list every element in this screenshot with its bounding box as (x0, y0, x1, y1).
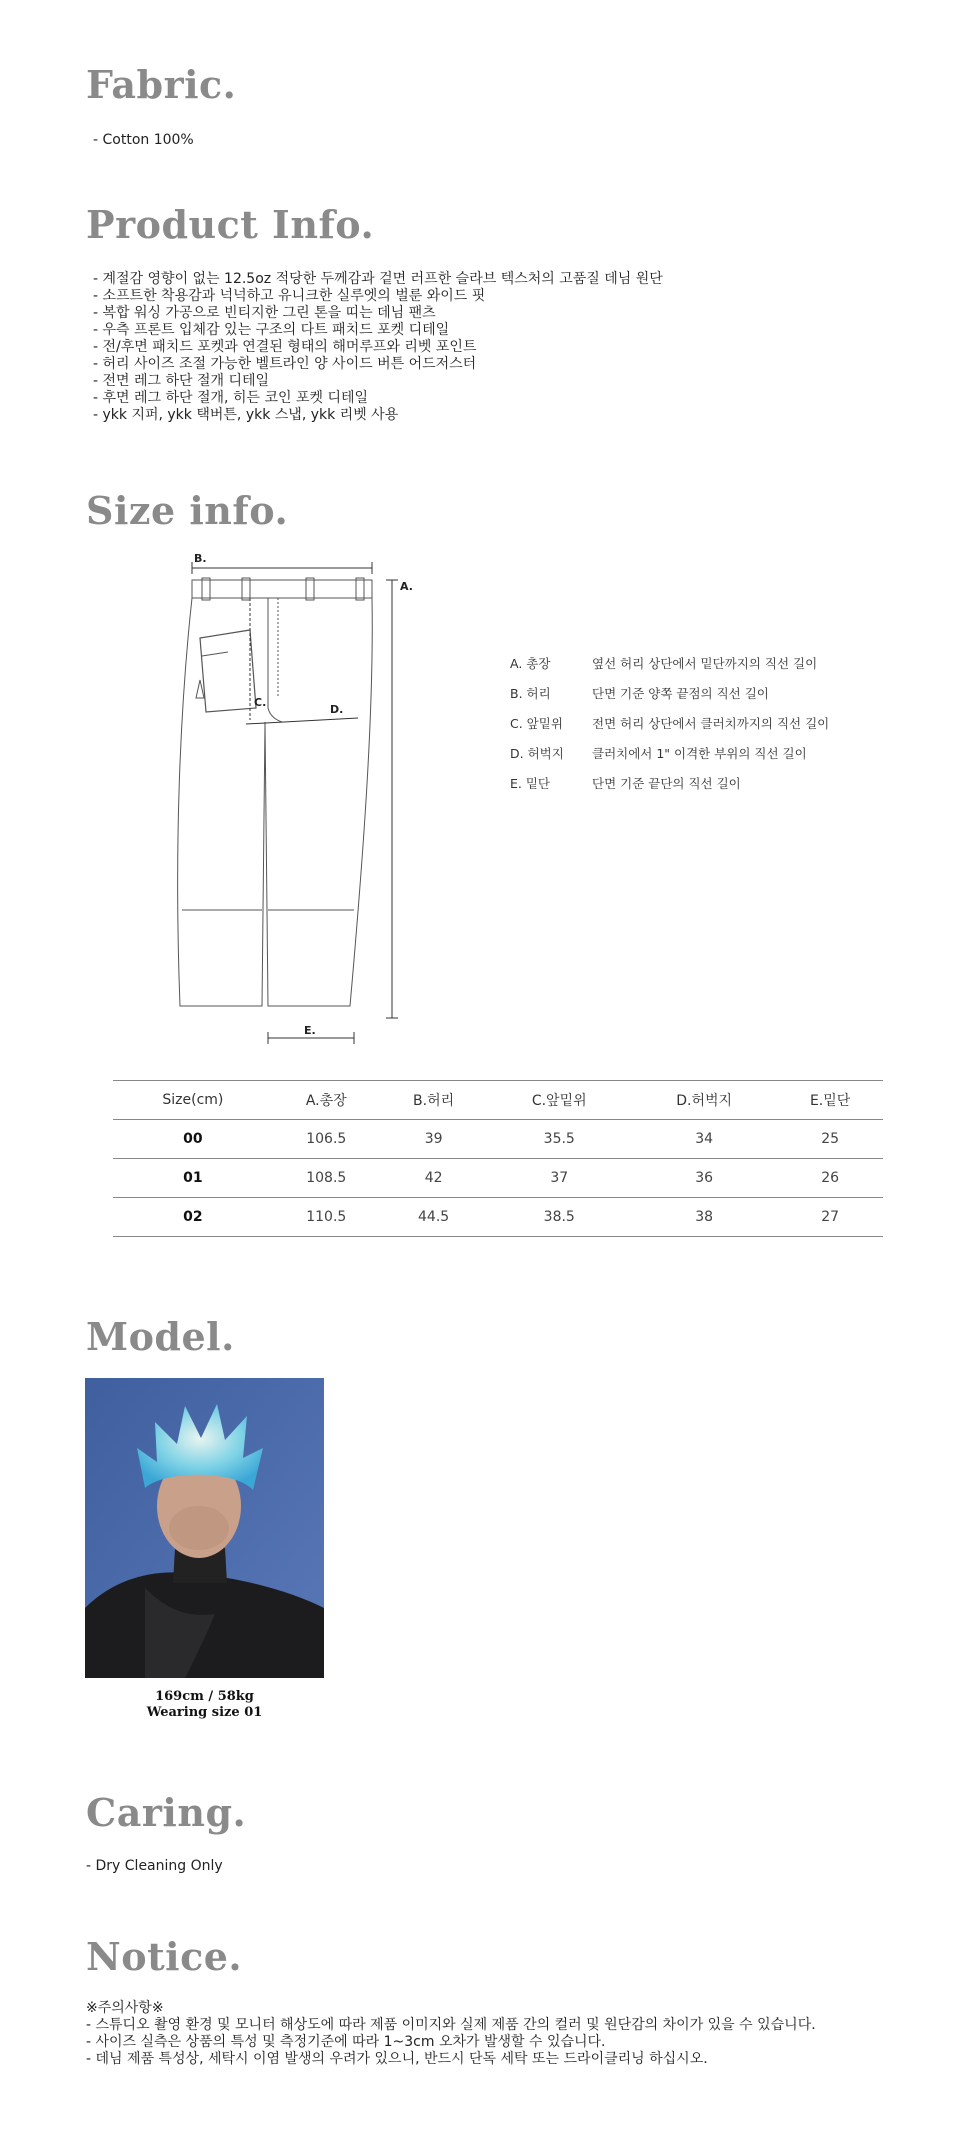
table-cell: 44.5 (380, 1198, 488, 1237)
model-caption (85, 1689, 324, 1721)
table-cell: 37 (487, 1159, 631, 1198)
model-measurements: 169cm / 58kg (155, 1689, 254, 1704)
model-portrait-illustration (85, 1378, 324, 1678)
model-wearing-size: Wearing size 01 (146, 1705, 263, 1720)
diagram-label-d: D. (330, 703, 344, 716)
diagram-label-a: A. (400, 580, 413, 593)
measure-line-d (246, 718, 358, 724)
size-table (113, 1080, 883, 1237)
waistband-outline (192, 580, 372, 598)
table-header: D.허벅지 (631, 1081, 777, 1120)
diagram-label-e: E. (304, 1024, 316, 1037)
table-cell: 42 (380, 1159, 488, 1198)
size-legend (510, 648, 829, 798)
notice-line: - 데님 제품 특성상, 세탁시 이염 발생의 우려가 있으니, 반드시 단독 세탁 또는 드라이클리닝 하십시오. (86, 2051, 708, 2067)
table-header: E.밑단 (777, 1081, 883, 1120)
table-cell: 26 (777, 1159, 883, 1198)
table-cell: 36 (631, 1159, 777, 1198)
diagram-label-b: B. (194, 552, 207, 565)
legend-row (510, 738, 829, 768)
belt-loop (356, 578, 364, 600)
notice-line: - 사이즈 실측은 상품의 특성 및 측정기준에 따라 1~3cm 오차가 발생할 수 있습니다. (86, 2034, 606, 2050)
fabric-title: Fabric. (86, 62, 237, 107)
notice-list (86, 2000, 816, 2068)
notice-title: Notice. (86, 1934, 243, 1979)
product-info-line: - 전면 레그 하단 절개 디테일 (93, 373, 270, 389)
legend-row (510, 678, 829, 708)
pocket-dart (202, 652, 228, 656)
fly-seam (268, 598, 282, 722)
product-info-line: - 소프트한 착용감과 넉넉하고 유니크한 실루엣의 벌룬 와이드 핏 (93, 288, 486, 304)
legend-desc: 옆선 허리 상단에서 밑단까지의 직선 길이 (592, 656, 818, 671)
hammer-loop (196, 680, 204, 698)
table-cell: 38.5 (487, 1198, 631, 1237)
legend-key: A. 총장 (510, 656, 551, 671)
legend-row (510, 648, 829, 678)
pants-outline (178, 598, 373, 1006)
table-cell: 106.5 (273, 1120, 380, 1159)
belt-loop (242, 578, 250, 600)
table-header: B.허리 (380, 1081, 488, 1120)
legend-desc: 단면 기준 끝단의 직선 길이 (592, 776, 741, 791)
product-info-line: - 전/후면 패치드 포켓과 연결된 형태의 해머루프와 리벳 포인트 (93, 339, 477, 355)
legend-key: E. 밑단 (510, 776, 550, 791)
legend-desc: 클러치에서 1" 이격한 부위의 직선 길이 (592, 746, 807, 761)
model-title: Model. (86, 1314, 235, 1359)
product-info-line: - 후면 레그 하단 절개, 히든 코인 포켓 디테일 (93, 390, 369, 406)
model-photo (85, 1378, 324, 1678)
table-cell: 110.5 (273, 1198, 380, 1237)
caring-title: Caring. (86, 1790, 247, 1835)
table-cell-size: 01 (113, 1159, 273, 1198)
legend-desc: 단면 기준 양쪽 끝점의 직선 길이 (592, 686, 769, 701)
table-cell-size: 02 (113, 1198, 273, 1237)
measure-line-a (386, 580, 398, 1018)
product-info-list (93, 271, 663, 424)
legend-desc: 전면 허리 상단에서 클러치까지의 직선 길이 (592, 716, 830, 731)
legend-row (510, 708, 829, 738)
table-header: A.총장 (273, 1081, 380, 1120)
table-cell: 34 (631, 1120, 777, 1159)
notice-line: ※주의사항※ (86, 2000, 164, 2016)
notice-line: - 스튜디오 촬영 환경 및 모니터 해상도에 따라 제품 이미지와 실제 제품 간의 컬러 및 원단감의 차이가 있을 수 있습니다. (86, 2017, 816, 2033)
product-info-line: - ykk 지퍼, ykk 택버튼, ykk 스냅, ykk 리벳 사용 (93, 407, 399, 423)
table-cell: 27 (777, 1198, 883, 1237)
patched-pocket (200, 630, 256, 712)
table-cell: 35.5 (487, 1120, 631, 1159)
table-cell: 25 (777, 1120, 883, 1159)
table-row (113, 1159, 883, 1198)
table-cell: 108.5 (273, 1159, 380, 1198)
table-cell: 39 (380, 1120, 488, 1159)
caring-details (86, 1858, 223, 1875)
caring-line: - Dry Cleaning Only (86, 1858, 223, 1874)
product-info-line: - 복합 워싱 가공으로 빈티지한 그린 톤을 띠는 데님 팬츠 (93, 305, 436, 321)
table-header-row (113, 1081, 883, 1120)
fabric-details (93, 132, 194, 149)
measure-line-b (192, 562, 372, 574)
legend-key: D. 허벅지 (510, 746, 564, 761)
table-header: C.앞밑위 (487, 1081, 631, 1120)
table-cell-size: 00 (113, 1120, 273, 1159)
product-info-line: - 계절감 영향이 없는 12.5oz 적당한 두께감과 겉면 러프한 슬라브 텍스처의 고품질 데님 원단 (93, 271, 663, 287)
table-row (113, 1120, 883, 1159)
belt-loop (202, 578, 210, 600)
belt-loop (306, 578, 314, 600)
table-cell: 38 (631, 1198, 777, 1237)
table-row (113, 1198, 883, 1237)
fabric-line: - Cotton 100% (93, 132, 194, 148)
product-info-line: - 우측 프론트 입체감 있는 구조의 다트 패치드 포켓 디테일 (93, 322, 450, 338)
product-info-line: - 허리 사이즈 조절 가능한 벨트라인 양 사이드 버튼 어드저스터 (93, 356, 477, 372)
diagram-label-c: C. (254, 696, 267, 709)
legend-key: C. 앞밑위 (510, 716, 563, 731)
product-info-title: Product Info. (86, 202, 375, 247)
legend-row (510, 768, 829, 798)
legend-key: B. 허리 (510, 686, 551, 701)
size-info-title: Size info. (86, 488, 289, 533)
pants-size-diagram (150, 548, 413, 1048)
table-header: Size(cm) (113, 1081, 273, 1120)
